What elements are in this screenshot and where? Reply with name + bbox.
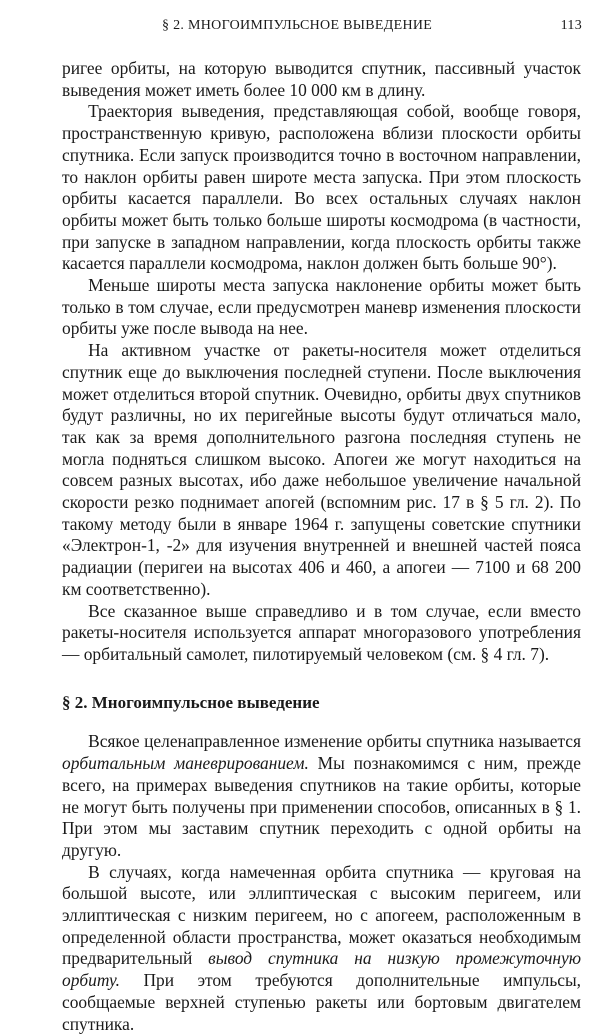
paragraph-reusable: Все сказанное выше справедливо и в том случае, если вместо ракеты-носителя используется аппарат многоразового употребления — орбитальный самолет, пилотируемый человеком (см. § 4 гл. 7). — [62, 600, 581, 664]
paragraph-trajectory: Траектория выведения, представляющая собой, вообще говоря, пространственную кривую, расположена вблизи плоскости орбиты спутника. Если запуск производится точно в восточном направлении, то наклон орбиты равен широте места запуска. При этом плоскость орбиты касается параллели. Во всех остальных случаях наклон орбиты может быть только больше широты космодрома (в частности, при запуске в западном направлении, когда плоскость орбиты также касается параллели космодрома, наклон должен быть больше 90°). — [62, 101, 581, 274]
text-run: Мы познакомимся с ним, прежде всего, на примерах выведения спутников на такие орбиты, которые не могут быть получены при применении способов, описанных в § 1. При этом мы заставим спутник переходить с одной орбиты на другую. — [62, 753, 581, 860]
term-orbital-maneuvering: орбитальным маневрированием. — [62, 753, 309, 774]
running-header — [62, 18, 582, 42]
page-body — [62, 58, 581, 1035]
paragraph-intermediate-orbit — [62, 862, 581, 1035]
text-run: В случаях, когда намеченная орбита спутника — круговая на большой высоте, или эллиптическая с высоким перигеем, или эллиптическая с низким перигеем, но с апогеем, расположенным в определенной области пространства, может оказаться необходимым предварительный — [62, 861, 581, 969]
paragraph-maneuvering — [62, 731, 581, 861]
page-number: 113 — [560, 18, 582, 33]
running-title: § 2. МНОГОИМПУЛЬСНОЕ ВЫВЕДЕНИЕ — [162, 18, 433, 33]
term-intermediate-orbit: вывод спутника на низкую промежуточную орбиту. — [62, 948, 582, 991]
text-run: Всякое целенаправленное изменение орбиты спутника называется — [88, 731, 581, 752]
paragraph-continuation: ригее орбиты, на которую выводится спутник, пассивный участок выведения может иметь более 10 000 км в длину. — [62, 58, 581, 100]
paragraph-active-stage: На активном участке от ракеты-носителя может отделиться спутник еще до выключения последней ступени. После выключения может отделиться второй спутник. Очевидно, орбиты двух спутников будут различны, но их перигейные высоты будут отличаться мало, так как за время дополнительного разгона последняя ступень не могла подняться слишком высоко. Апогеи же могут находиться на совсем разных высотах, ибо даже небольшое увеличение начальной скорости резко поднимает апогей (вспомним рис. 17 в § 5 гл. 2). По такому методу были в январе 1964 г. запущены советские спутники «Электрон-1, -2» для изучения внутренней и внешней частей пояса радиации (перигеи на высотах 406 и 460, а апогеи — 7100 и 68 200 км соответственно). — [62, 340, 581, 599]
paragraph-inclination: Меньше широты места запуска наклонение орбиты может быть только в том случае, если предусмотрен маневр изменения плоскости орбиты уже после вывода на нее. — [62, 275, 581, 339]
text-run: При этом требуются дополнительные импульсы, сообщаемые верхней ступенью ракеты или бортовым двигателем спутника. — [62, 970, 581, 1034]
section-heading: § 2. Многоимпульсное выведение — [62, 692, 320, 712]
